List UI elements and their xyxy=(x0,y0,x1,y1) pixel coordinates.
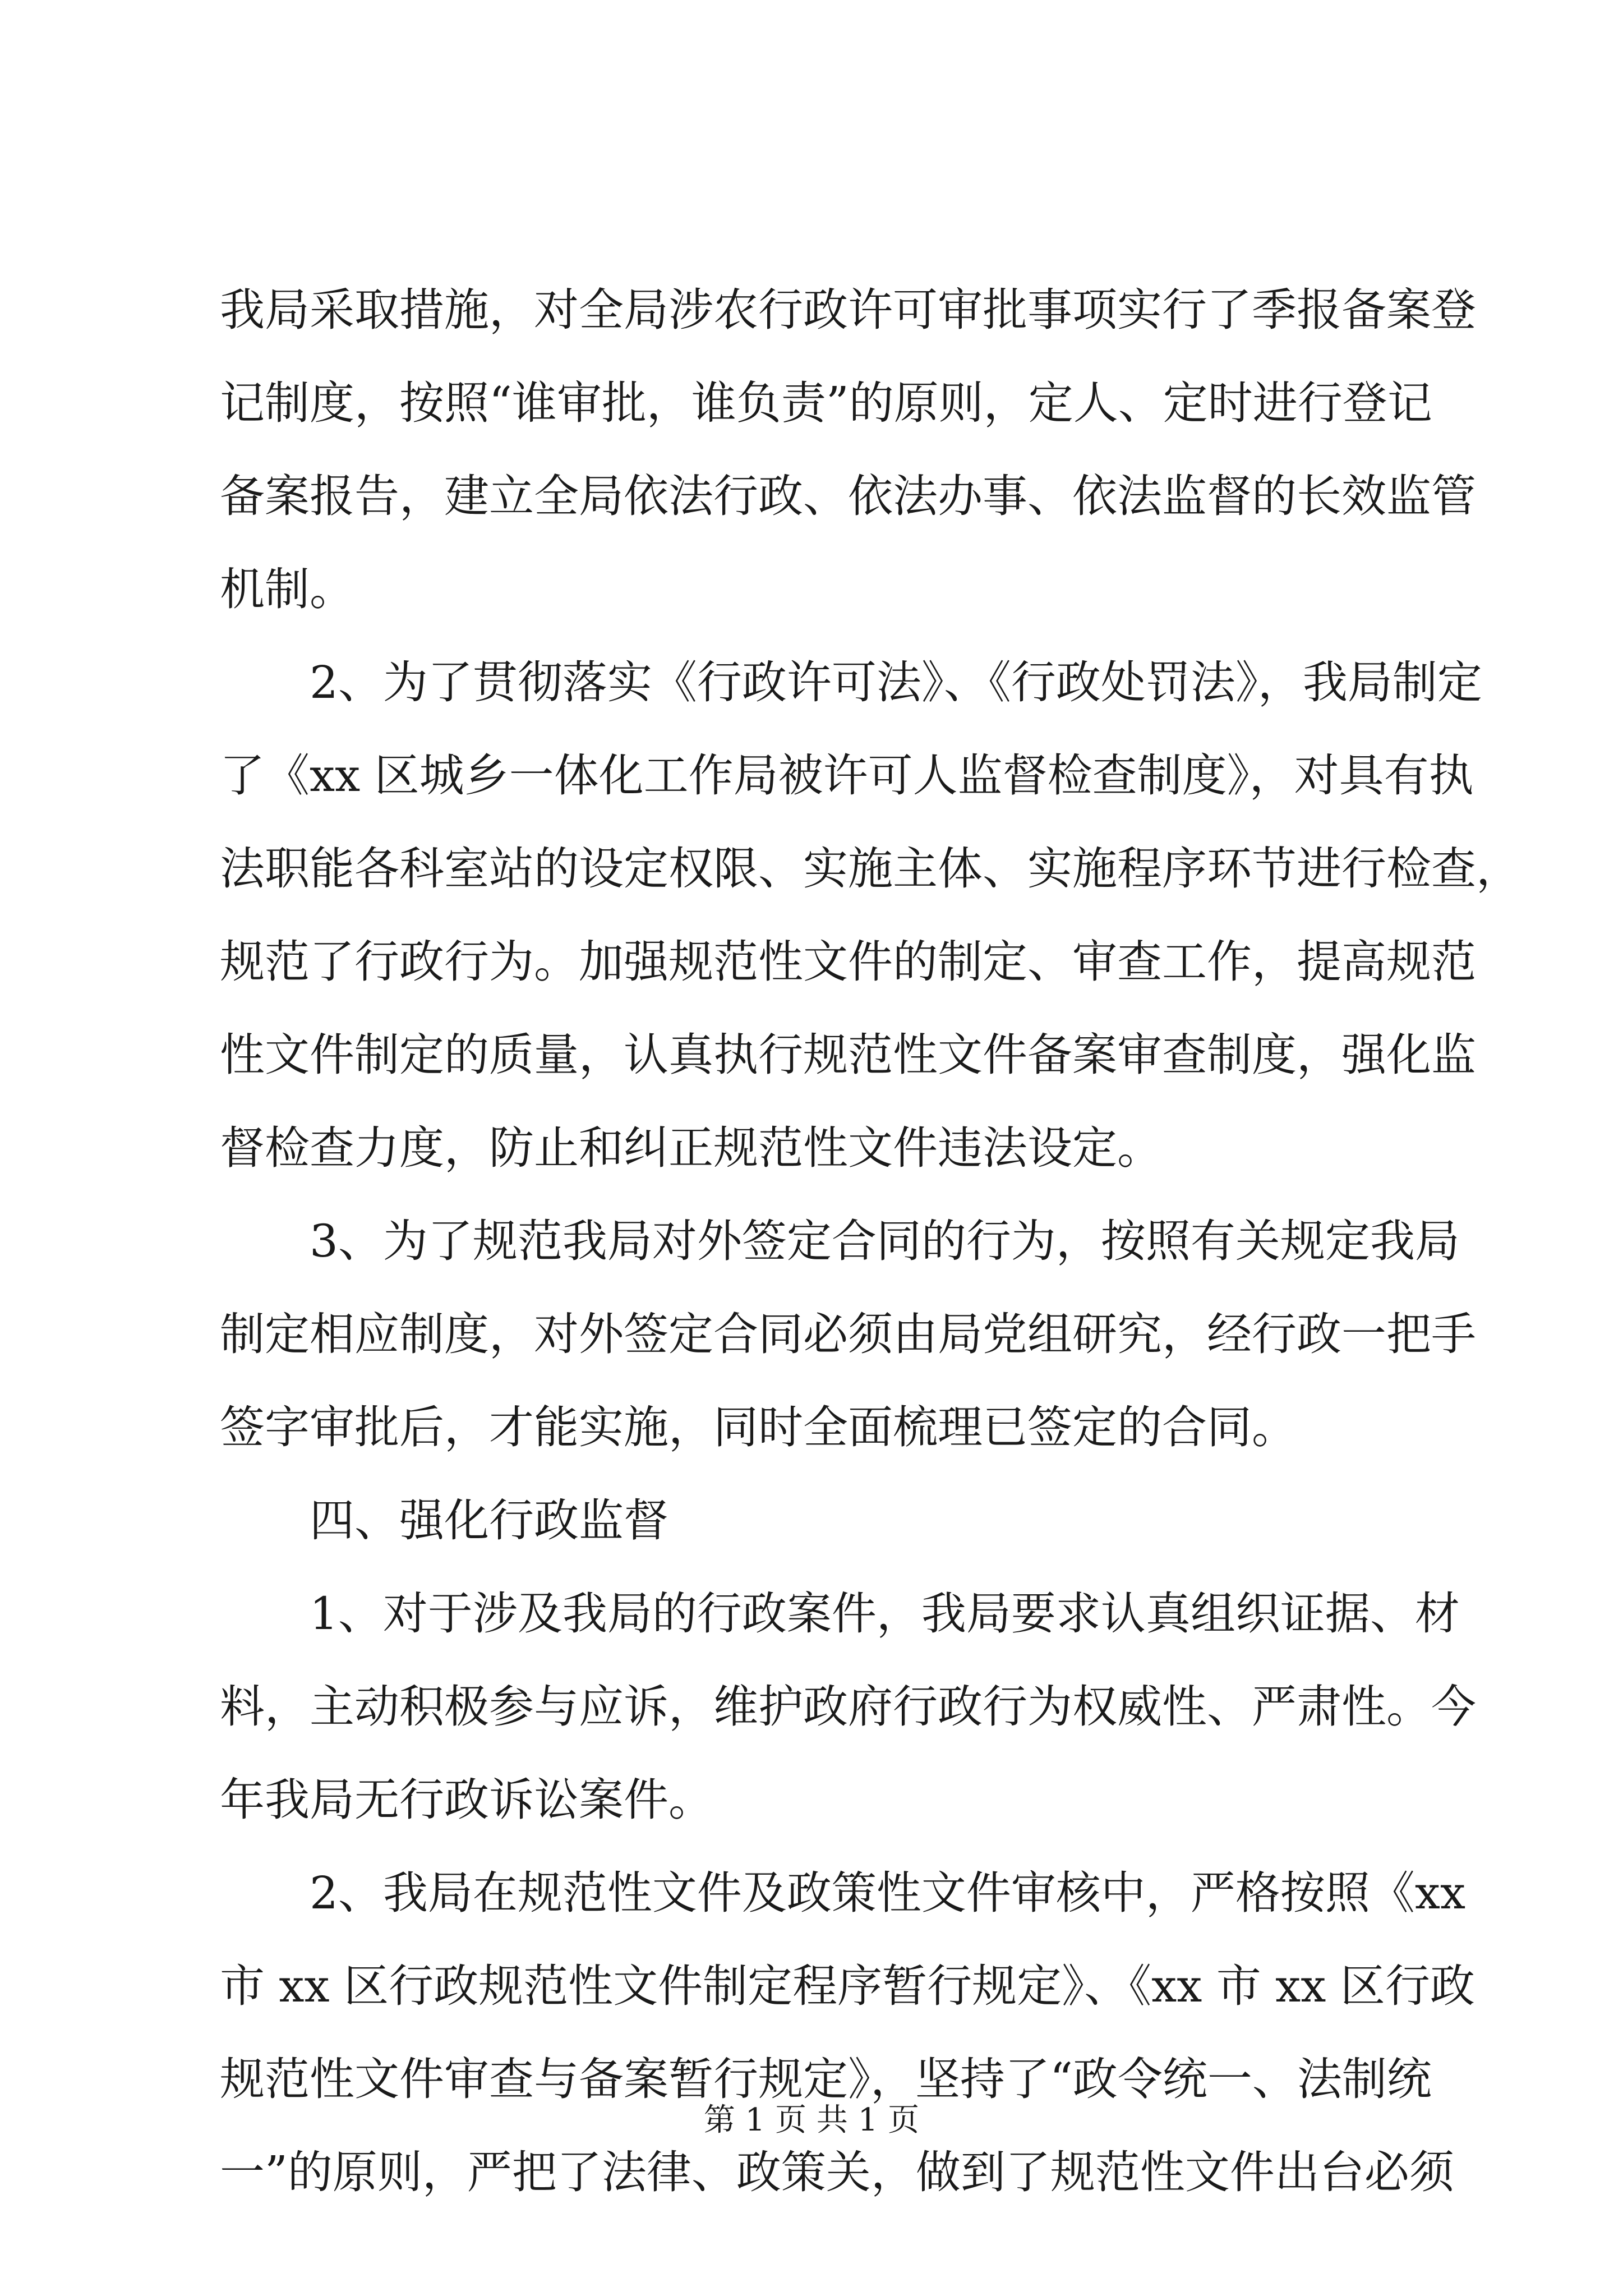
text-line: 规范性文件审查与备案暂行规定》，坚持了“政令统一、法制统 xyxy=(220,2053,1432,2105)
section-heading: 四、强化行政监督 xyxy=(310,1494,668,1547)
text-line: 年我局无行政诉讼案件。 xyxy=(220,1774,713,1826)
text-line: 备案报告，建立全局依法行政、依法办事、依法监督的长效监管 xyxy=(220,470,1476,522)
text-line: 我局采取措施，对全局涉农行政许可审批事项实行了季报备案登 xyxy=(220,284,1476,336)
text-line: 2、我局在规范性文件及政策性文件审核中，严格按照《xx xyxy=(310,1867,1466,1919)
document-body xyxy=(220,264,1521,2219)
text-line: 了《xx 区城乡一体化工作局被许可人监督检查制度》，对具有执 xyxy=(220,749,1474,802)
text-line: 一”的原则，严把了法律、政策关，做到了规范性文件出台必须 xyxy=(220,2146,1454,2198)
text-line: 市 xx 区行政规范性文件制定程序暂行规定》、《xx 市 xx 区行政 xyxy=(220,1960,1475,2012)
text-line: 制定相应制度，对外签定合同必须由局党组研究，经行政一把手 xyxy=(220,1308,1476,1360)
text-line: 1、对于涉及我局的行政案件，我局要求认真组织证据、材 xyxy=(310,1588,1460,1640)
text-line: 签字审批后，才能实施，同时全面梳理已签定的合同。 xyxy=(220,1401,1297,1453)
text-line: 规范了行政行为。加强规范性文件的制定、审查工作，提高规范 xyxy=(220,936,1476,988)
text-line: 法职能各科室站的设定权限、实施主体、实施程序环节进行检查， xyxy=(220,843,1521,895)
text-line: 3、为了规范我局对外签定合同的行为，按照有关规定我局 xyxy=(310,1215,1460,1267)
text-line: 机制。 xyxy=(220,563,354,615)
text-line: 督检查力度，防止和纠正规范性文件违法设定。 xyxy=(220,1122,1162,1174)
text-line: 性文件制定的质量，认真执行规范性文件备案审查制度，强化监 xyxy=(220,1029,1476,1081)
text-line: 记制度，按照“谁审批，谁负责”的原则，定人、定时进行登记 xyxy=(220,377,1432,429)
page-footer: 第 1 页 共 1 页 xyxy=(703,2102,920,2138)
text-line: 料，主动积极参与应诉，维护政府行政行为权威性、严肃性。今 xyxy=(220,1681,1476,1733)
text-line: 2、为了贯彻落实《行政许可法》、《行政处罚法》，我局制定 xyxy=(310,656,1482,708)
